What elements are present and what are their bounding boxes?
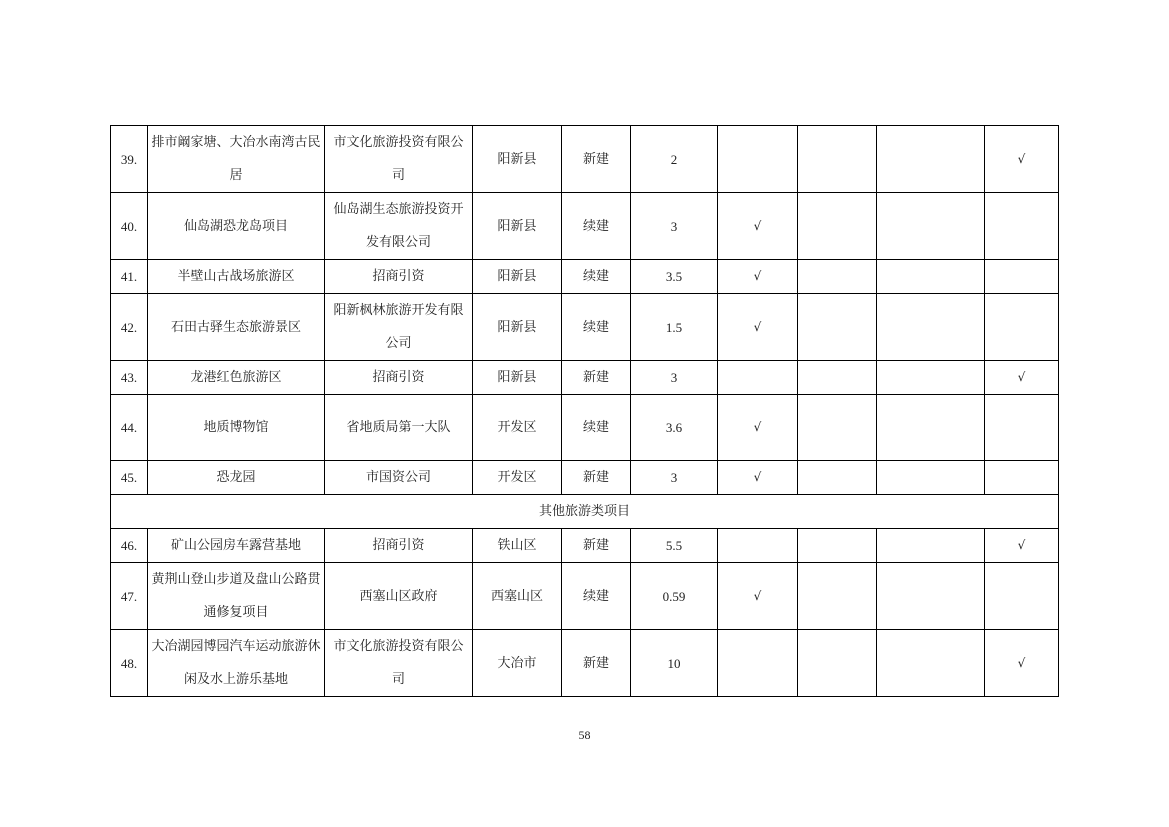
project-name: 半壁山古战场旅游区: [148, 260, 325, 294]
responsible-unit: 省地质局第一大队: [325, 395, 473, 461]
check-column-1: √: [718, 563, 798, 630]
check-column-2: [798, 395, 877, 461]
project-name: 黄荆山登山步道及盘山公路贯通修复项目: [148, 563, 325, 630]
project-name: 大冶湖园博园汽车运动旅游休闲及水上游乐基地: [148, 630, 325, 697]
table-row: [111, 193, 1059, 260]
table-row: [111, 395, 1059, 461]
check-column-4: √: [985, 630, 1059, 697]
project-location: 阳新县: [473, 126, 562, 193]
check-column-1: √: [718, 294, 798, 361]
check-column-2: [798, 529, 877, 563]
project-location: 阳新县: [473, 260, 562, 294]
check-column-3: [877, 260, 985, 294]
check-column-1: √: [718, 461, 798, 495]
project-name: 排市阚家塘、大冶水南湾古民居: [148, 126, 325, 193]
check-column-3: [877, 395, 985, 461]
tourism-projects-table: [110, 125, 1059, 697]
row-number: 40.: [111, 193, 148, 260]
check-column-3: [877, 126, 985, 193]
row-number: 41.: [111, 260, 148, 294]
table-row: [111, 529, 1059, 563]
check-column-4: √: [985, 361, 1059, 395]
check-column-4: [985, 294, 1059, 361]
check-column-1: √: [718, 193, 798, 260]
check-column-3: [877, 193, 985, 260]
check-column-3: [877, 630, 985, 697]
row-number: 46.: [111, 529, 148, 563]
row-number: 43.: [111, 361, 148, 395]
check-column-3: [877, 563, 985, 630]
construction-type: 新建: [562, 126, 631, 193]
investment-amount: 0.59: [631, 563, 718, 630]
project-location: 大冶市: [473, 630, 562, 697]
construction-type: 新建: [562, 529, 631, 563]
check-column-4: √: [985, 126, 1059, 193]
project-location: 阳新县: [473, 361, 562, 395]
responsible-unit: 招商引资: [325, 529, 473, 563]
project-name: 龙港红色旅游区: [148, 361, 325, 395]
construction-type: 新建: [562, 630, 631, 697]
check-column-3: [877, 361, 985, 395]
check-column-2: [798, 260, 877, 294]
project-location: 阳新县: [473, 193, 562, 260]
check-column-2: [798, 563, 877, 630]
check-column-1: [718, 529, 798, 563]
investment-amount: 3: [631, 461, 718, 495]
check-column-3: [877, 294, 985, 361]
check-column-2: [798, 294, 877, 361]
project-location: 阳新县: [473, 294, 562, 361]
check-column-2: [798, 193, 877, 260]
investment-amount: 3.6: [631, 395, 718, 461]
investment-amount: 3.5: [631, 260, 718, 294]
investment-amount: 10: [631, 630, 718, 697]
row-number: 45.: [111, 461, 148, 495]
responsible-unit: 市文化旅游投资有限公司: [325, 126, 473, 193]
project-location: 西塞山区: [473, 563, 562, 630]
section-title: 其他旅游类项目: [111, 495, 1059, 529]
project-name: 矿山公园房车露营基地: [148, 529, 325, 563]
table-row: [111, 630, 1059, 697]
table-row: [111, 563, 1059, 630]
responsible-unit: 市国资公司: [325, 461, 473, 495]
project-location: 开发区: [473, 461, 562, 495]
check-column-1: [718, 361, 798, 395]
table-row: [111, 461, 1059, 495]
investment-amount: 3: [631, 361, 718, 395]
check-column-1: √: [718, 260, 798, 294]
section-header-row: [111, 495, 1059, 529]
construction-type: 续建: [562, 563, 631, 630]
check-column-3: [877, 529, 985, 563]
check-column-2: [798, 126, 877, 193]
construction-type: 续建: [562, 260, 631, 294]
project-name: 地质博物馆: [148, 395, 325, 461]
investment-amount: 2: [631, 126, 718, 193]
project-location: 开发区: [473, 395, 562, 461]
investment-amount: 1.5: [631, 294, 718, 361]
responsible-unit: 阳新枫林旅游开发有限公司: [325, 294, 473, 361]
row-number: 39.: [111, 126, 148, 193]
check-column-4: √: [985, 529, 1059, 563]
construction-type: 新建: [562, 361, 631, 395]
responsible-unit: 市文化旅游投资有限公司: [325, 630, 473, 697]
table-row: [111, 361, 1059, 395]
check-column-2: [798, 630, 877, 697]
check-column-1: [718, 630, 798, 697]
construction-type: 续建: [562, 294, 631, 361]
table-row: [111, 294, 1059, 361]
project-name: 仙岛湖恐龙岛项目: [148, 193, 325, 260]
check-column-4: [985, 461, 1059, 495]
row-number: 44.: [111, 395, 148, 461]
responsible-unit: 仙岛湖生态旅游投资开发有限公司: [325, 193, 473, 260]
table-row: [111, 260, 1059, 294]
check-column-3: [877, 461, 985, 495]
responsible-unit: 招商引资: [325, 361, 473, 395]
project-location: 铁山区: [473, 529, 562, 563]
responsible-unit: 西塞山区政府: [325, 563, 473, 630]
check-column-4: [985, 563, 1059, 630]
check-column-2: [798, 461, 877, 495]
construction-type: 续建: [562, 395, 631, 461]
responsible-unit: 招商引资: [325, 260, 473, 294]
project-name: 石田古驿生态旅游景区: [148, 294, 325, 361]
row-number: 48.: [111, 630, 148, 697]
investment-amount: 3: [631, 193, 718, 260]
check-column-1: [718, 126, 798, 193]
construction-type: 续建: [562, 193, 631, 260]
investment-amount: 5.5: [631, 529, 718, 563]
row-number: 42.: [111, 294, 148, 361]
row-number: 47.: [111, 563, 148, 630]
check-column-1: √: [718, 395, 798, 461]
project-name: 恐龙园: [148, 461, 325, 495]
check-column-4: [985, 395, 1059, 461]
check-column-2: [798, 361, 877, 395]
table-body: [111, 126, 1059, 697]
check-column-4: [985, 193, 1059, 260]
page-number: 58: [578, 728, 591, 742]
table-row: [111, 126, 1059, 193]
construction-type: 新建: [562, 461, 631, 495]
check-column-4: [985, 260, 1059, 294]
